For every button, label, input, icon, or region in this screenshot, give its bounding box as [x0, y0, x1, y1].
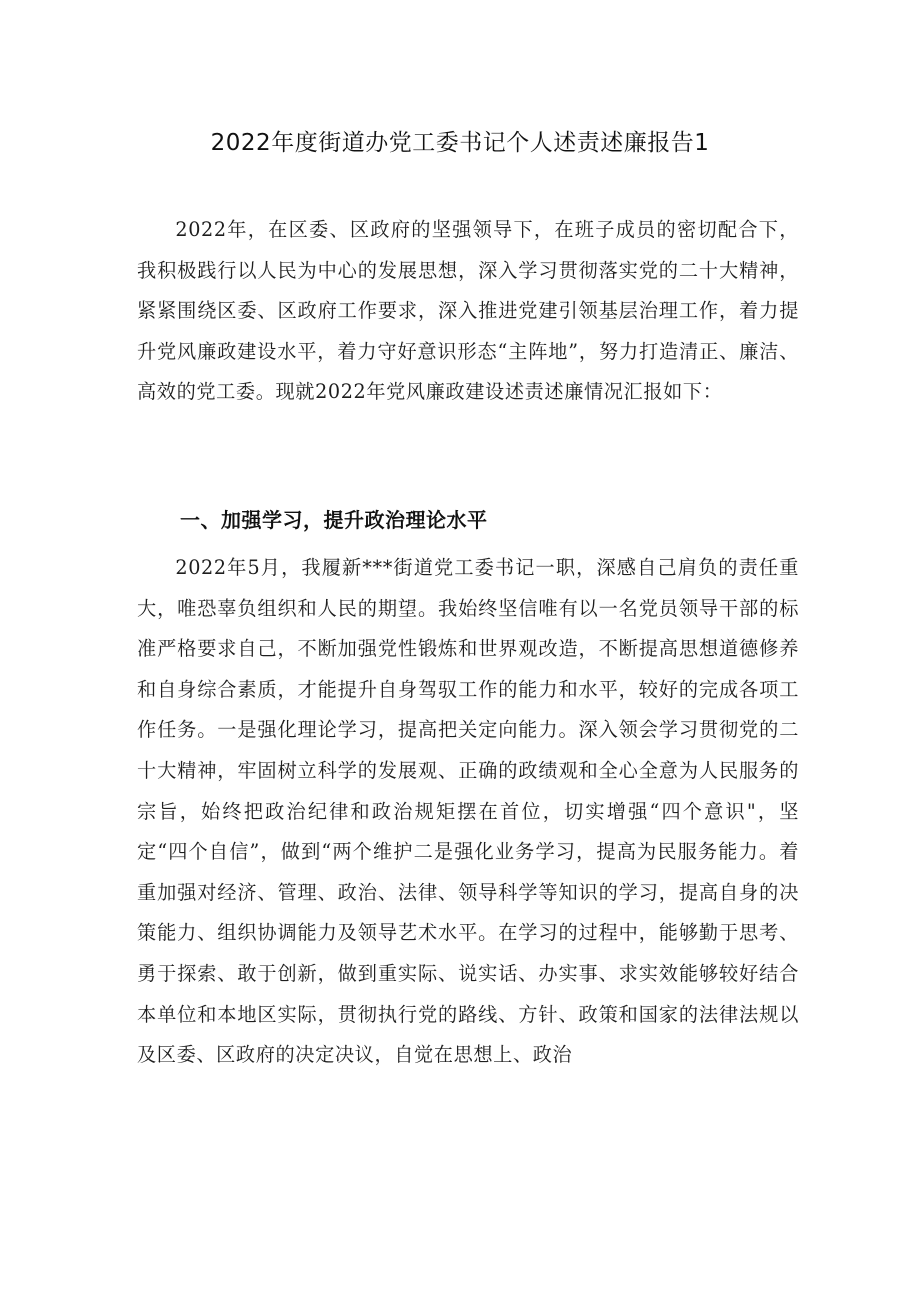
section-paragraph: 2022年5月，我履新***街道党工委书记一职，深感自己肩负的责任重大，唯恐辜负组织和人民的期望。我始终坚信唯有以一名党员领导干部的标准严格要求自己，不断加强党性锻炼和世界观改造，不断提高思想道德修养和自身综合素质，才能提升自身驾驭工作的能力和水平，较好的完成各项工作任务。一是强化理论学习，提高把关定向能力。深入领会学习贯彻党的二十大精神，牢固树立科学的发展观、正确的政绩观和全心全意为人民服务的宗旨，始终把政治纪律和政治规矩摆在首位，切实增强“四个意识"，坚定“四个自信”，做到“两个维护二是强化业务学习，提高为民服务能力。着重加强对经济、管理、政治、法律、领导科学等知识的学习，提高自身的决策能力、组织协调能力及领导艺术水平。在学习的过程中，能够勤于思考、勇于探索、敢于创新，做到重实际、说实话、办实事、求实效能够较好结合本单位和本地区实际，贯彻执行党的路线、方针、政策和国家的法律法规以及区委、区政府的决定决议，自觉在思想上、政治	[137, 556, 799, 1067]
section-heading: 一、加强学习，提升政治理论水平	[180, 508, 488, 532]
intro-paragraph: 2022年，在区委、区政府的坚强领导下，在班子成员的密切配合下，我积极践行以人民为中心的发展思想，深入学习贯彻落实党的二十大精神，紧紧围绕区委、区政府工作要求，深入推进党建引领基层治理工作，着力提升党风廉政建设水平，着力守好意识形态“主阵地”，努力打造清正、廉洁、高效的党工委。现就2022年党风廉政建设述责述廉情况汇报如下：	[137, 218, 799, 404]
document-title: 2022年度街道办党工委书记个人述责述廉报告1	[210, 130, 710, 156]
